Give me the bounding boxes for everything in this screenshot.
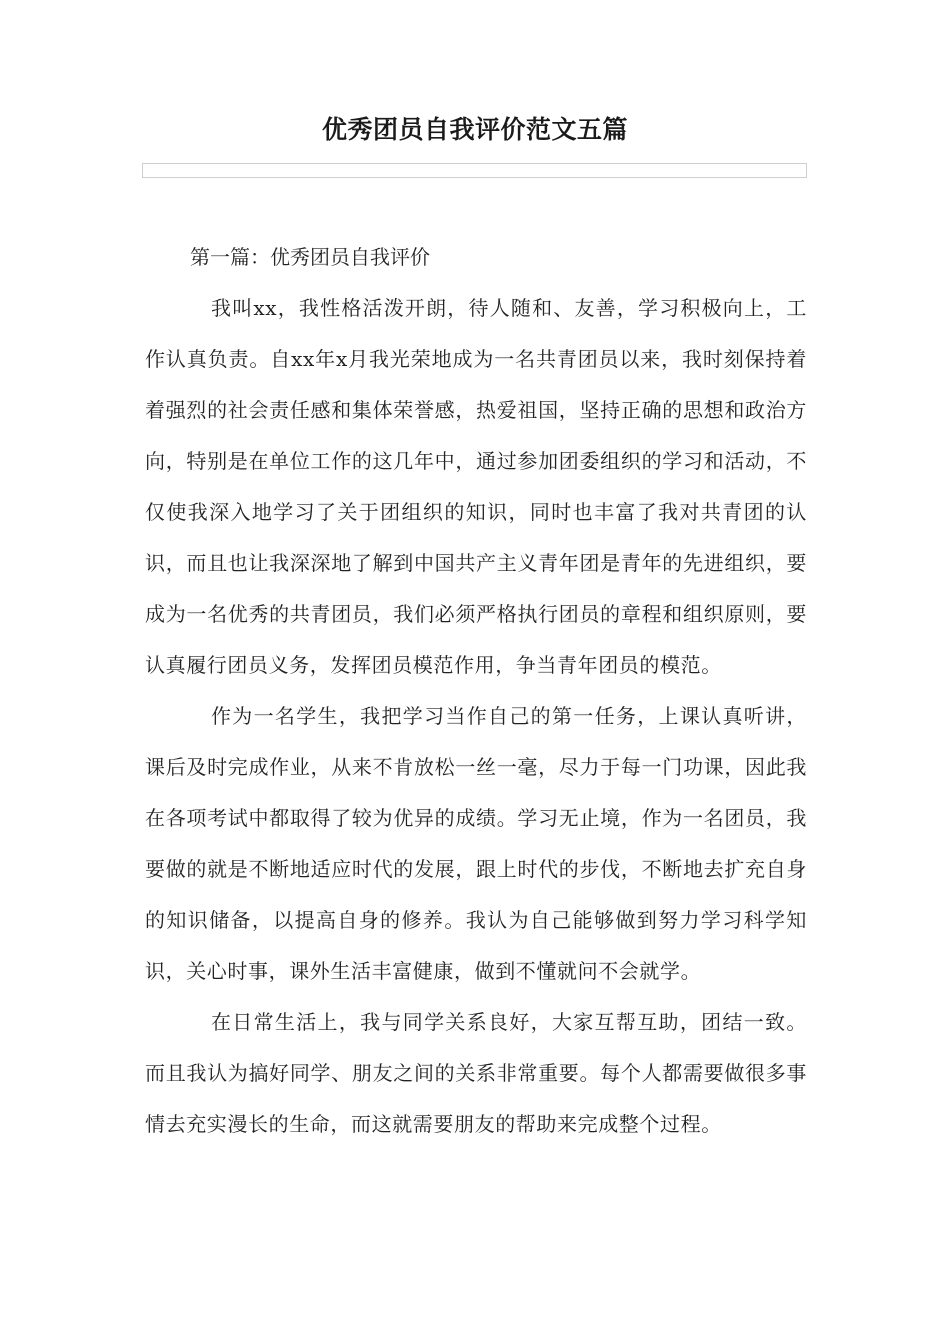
body-paragraph-2: 作为一名学生，我把学习当作自己的第一任务，上课认真听讲，课后及时完成作业，从来不肯放松一丝一毫，尽力于每一门功课，因此我在各项考试中都取得了较为优异的成绩。学习无止境，作为一名团员，我要做的就是不断地适应时代的发展，跟上时代的步伐，不断地去扩充自身的知识储备，以提高自身的修养。我认为自己能够做到努力学习科学知识，关心时事，课外生活丰富健康，做到不懂就问不会就学。	[145, 704, 807, 983]
title-divider	[142, 163, 807, 178]
document-body	[145, 232, 807, 1150]
body-paragraph-1: 我叫xx，我性格活泼开朗，待人随和、友善，学习积极向上，工作认真负责。自xx年x月我光荣地成为一名共青团员以来，我时刻保持着着强烈的社会责任感和集体荣誉感，热爱祖国，坚持正确的思想和政治方向，特别是在单位工作的这几年中，通过参加团委组织的学习和活动，不仅使我深入地学习了关于团组织的知识，同时也丰富了我对共青团的认识，而且也让我深深地了解到中国共产主义青年团是青年的先进组织，要成为一名优秀的共青团员，我们必须严格执行团员的章程和组织原则，要认真履行团员义务，发挥团员模范作用，争当青年团员的模范。	[145, 296, 807, 677]
section-heading: 第一篇：优秀团员自我评价	[190, 245, 430, 269]
body-paragraph-3: 在日常生活上，我与同学关系良好，大家互帮互助，团结一致。而且我认为搞好同学、朋友之间的关系非常重要。每个人都需要做很多事情去充实漫长的生命，而这就需要朋友的帮助来完成整个过程。	[145, 1010, 807, 1136]
document-title: 优秀团员自我评价范文五篇	[321, 115, 628, 144]
